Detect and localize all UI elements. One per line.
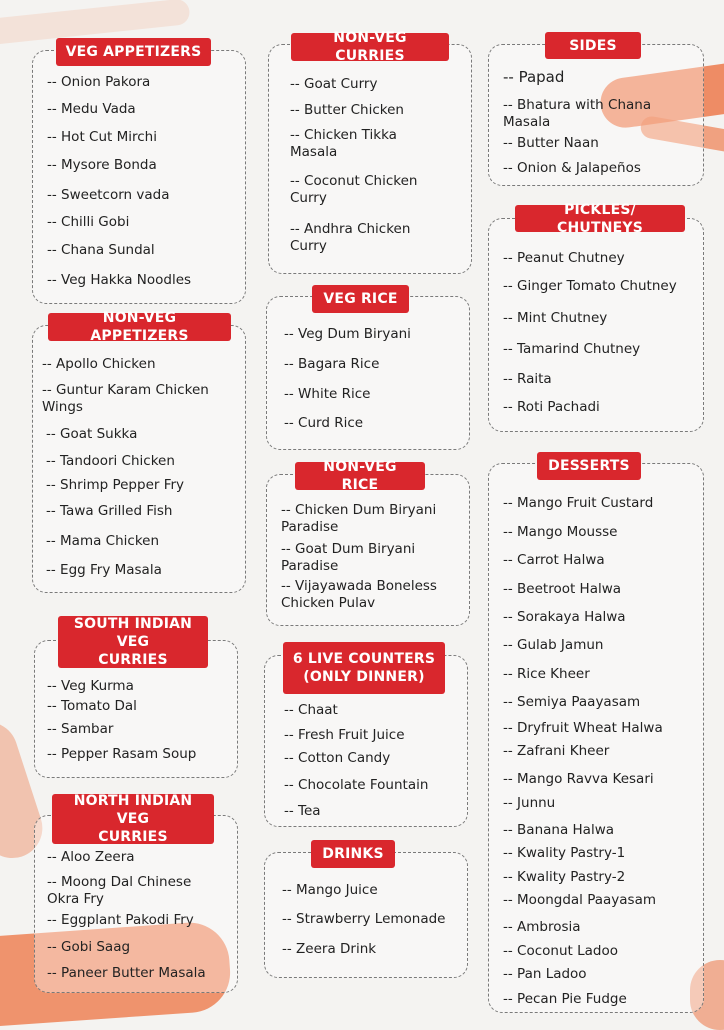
list-item: -- Zafrani Kheer — [503, 743, 610, 759]
drinks-title: DRINKS — [311, 840, 395, 868]
list-item: -- Bagara Rice — [284, 356, 380, 372]
list-item: -- Peanut Chutney — [503, 250, 625, 266]
list-item: -- Kwality Pastry-1 — [503, 845, 626, 861]
list-item: -- Apollo Chicken — [42, 356, 156, 372]
list-item: -- Chana Sundal — [47, 242, 155, 258]
list-item: -- Mint Chutney — [503, 310, 608, 326]
list-item: -- Butter Chicken — [290, 102, 404, 118]
list-item: -- Cotton Candy — [284, 750, 391, 766]
list-item: -- Tamarind Chutney — [503, 341, 641, 357]
list-item: -- Zeera Drink — [282, 941, 377, 957]
list-item: -- Hot Cut Mirchi — [47, 129, 157, 145]
list-item: -- Raita — [503, 371, 552, 387]
list-item: -- Paneer Butter Masala — [47, 965, 206, 981]
list-item: -- Moongdal Paayasam — [503, 892, 657, 908]
list-item: -- Vijayawada Boneless Chicken Pulav — [281, 578, 437, 611]
list-item: -- Strawberry Lemonade — [282, 911, 446, 927]
list-item: -- Curd Rice — [284, 415, 364, 431]
list-item: -- Beetroot Halwa — [503, 581, 622, 597]
list-item: -- Tomato Dal — [47, 698, 137, 714]
list-item: -- Chaat — [284, 702, 338, 718]
south-indian-veg-curries-title: SOUTH INDIAN VEG CURRIES — [58, 616, 208, 668]
list-item: -- Shrimp Pepper Fry — [46, 477, 185, 493]
list-item: -- Tandoori Chicken — [46, 453, 175, 469]
veg-appetizers-title: VEG APPETIZERS — [56, 38, 211, 66]
list-item: -- Veg Dum Biryani — [284, 326, 411, 342]
list-item: -- Carrot Halwa — [503, 552, 605, 568]
list-item: -- Sweetcorn vada — [47, 187, 170, 203]
list-item: -- Roti Pachadi — [503, 399, 600, 415]
list-item: -- Tawa Grilled Fish — [46, 503, 173, 519]
desserts-title: DESSERTS — [537, 452, 641, 480]
list-item: -- Bhatura with Chana Masala — [503, 97, 652, 130]
list-item: -- Chilli Gobi — [47, 214, 130, 230]
list-item: -- Kwality Pastry-2 — [503, 869, 626, 885]
non-veg-curries-title: NON-VEG CURRIES — [291, 33, 449, 61]
list-item: -- Chicken Tikka Masala — [290, 127, 397, 160]
list-item: -- Egg Fry Masala — [46, 562, 162, 578]
list-item: -- Mama Chicken — [46, 533, 160, 549]
live-counters-title: 6 LIVE COUNTERS (ONLY DINNER) — [283, 642, 445, 694]
list-item: -- Moong Dal Chinese Okra Fry — [47, 874, 192, 907]
list-item: -- Dryfruit Wheat Halwa — [503, 720, 663, 736]
list-item: -- Pan Ladoo — [503, 966, 587, 982]
list-item: -- Coconut Ladoo — [503, 943, 618, 959]
list-item: -- Mango Mousse — [503, 524, 618, 540]
list-item: -- Goat Curry — [290, 76, 378, 92]
list-item: -- Ginger Tomato Chutney — [503, 278, 677, 294]
list-item: -- Fresh Fruit Juice — [284, 727, 405, 743]
list-item: -- Onion & Jalapeños — [503, 160, 641, 176]
list-item: -- Banana Halwa — [503, 822, 615, 838]
list-item: -- Gobi Saag — [47, 939, 131, 955]
list-item: -- Tea — [284, 803, 321, 819]
list-item: -- Butter Naan — [503, 135, 599, 151]
list-item: -- Semiya Paayasam — [503, 694, 641, 710]
list-item: -- Goat Sukka — [46, 426, 138, 442]
list-item: -- Rice Kheer — [503, 666, 590, 682]
list-item: -- Aloo Zeera — [47, 849, 135, 865]
pickles-chutneys-title: PICKLES/ CHUTNEYS — [515, 205, 685, 232]
list-item: -- Chocolate Fountain — [284, 777, 429, 793]
list-item: -- Andhra Chicken Curry — [290, 221, 411, 254]
list-item: -- Pecan Pie Fudge — [503, 991, 627, 1007]
list-item: -- White Rice — [284, 386, 371, 402]
list-item: -- Sorakaya Halwa — [503, 609, 626, 625]
non-veg-appetizers-title: NON-VEG APPETIZERS — [48, 313, 231, 341]
list-item: -- Junnu — [503, 795, 556, 811]
list-item: -- Coconut Chicken Curry — [290, 173, 418, 206]
list-item: -- Mango Juice — [282, 882, 378, 898]
list-item: -- Ambrosia — [503, 919, 581, 935]
list-item: -- Mango Ravva Kesari — [503, 771, 654, 787]
veg-rice-title: VEG RICE — [312, 285, 409, 313]
list-item: -- Pepper Rasam Soup — [47, 746, 197, 762]
list-item: -- Veg Kurma — [47, 678, 134, 694]
sides-title: SIDES — [545, 32, 641, 59]
north-indian-veg-curries-title: NORTH INDIAN VEG CURRIES — [52, 794, 214, 844]
list-item: -- Papad — [503, 68, 565, 86]
list-item: -- Gulab Jamun — [503, 637, 604, 653]
list-item: -- Medu Vada — [47, 101, 136, 117]
list-item: -- Veg Hakka Noodles — [47, 272, 192, 288]
list-item: -- Guntur Karam Chicken Wings — [42, 382, 209, 415]
list-item: -- Goat Dum Biryani Paradise — [281, 541, 416, 574]
list-item: -- Mysore Bonda — [47, 157, 157, 173]
list-item: -- Eggplant Pakodi Fry — [47, 912, 194, 928]
list-item: -- Chicken Dum Biryani Paradise — [281, 502, 437, 535]
list-item: -- Sambar — [47, 721, 114, 737]
non-veg-rice-title: NON-VEG RICE — [295, 462, 425, 490]
list-item: -- Onion Pakora — [47, 74, 151, 90]
list-item: -- Mango Fruit Custard — [503, 495, 654, 511]
